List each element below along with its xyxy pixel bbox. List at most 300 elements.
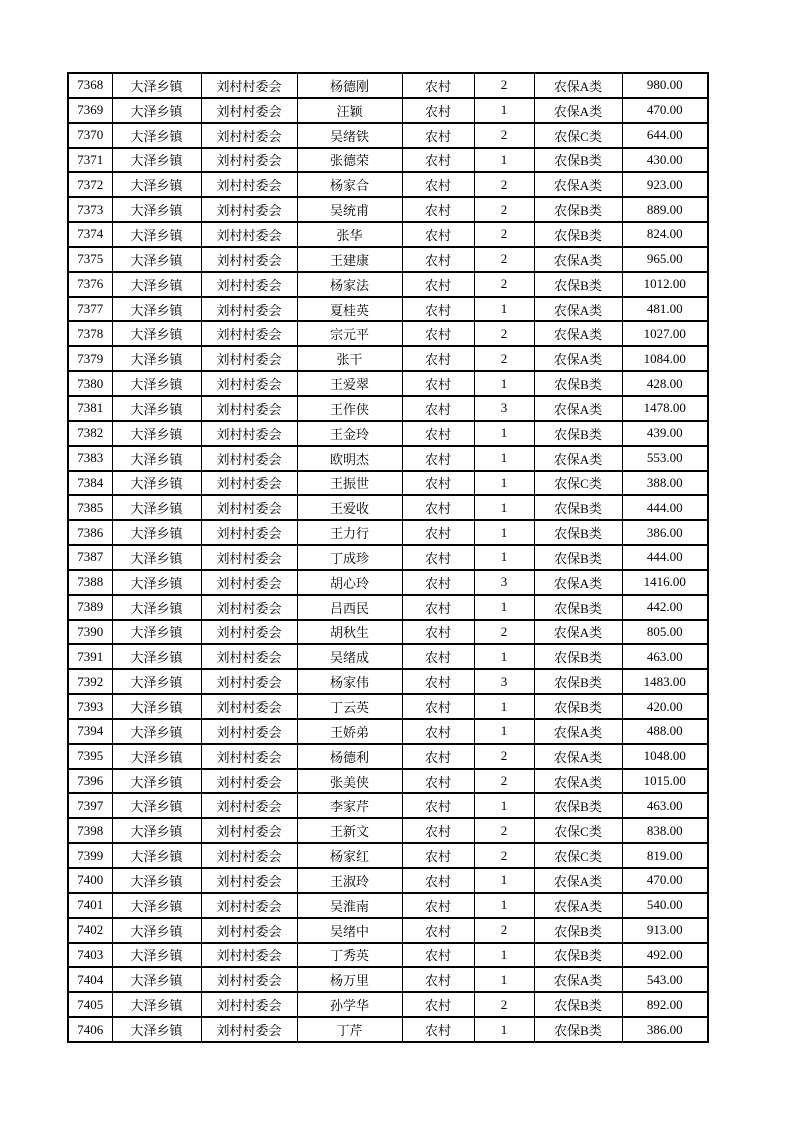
table-cell: 7380 [68, 371, 112, 396]
table-cell: 杨家合 [297, 172, 402, 197]
table-cell: 刘村村委会 [201, 321, 297, 346]
table-cell: 2 [474, 620, 534, 645]
table-cell: 杨家伟 [297, 669, 402, 694]
table-row [68, 793, 708, 818]
table-cell: 刘村村委会 [201, 148, 297, 173]
table-cell: 7402 [68, 918, 112, 943]
table-cell: 2 [474, 73, 534, 98]
table-cell: 胡心玲 [297, 570, 402, 595]
table-cell: 刘村村委会 [201, 1017, 297, 1042]
table-cell: 农村 [402, 172, 474, 197]
table-cell: 刘村村委会 [201, 73, 297, 98]
table-cell: 大泽乡镇 [112, 769, 201, 794]
table-cell: 大泽乡镇 [112, 471, 201, 496]
table-cell: 7404 [68, 967, 112, 992]
table-row [68, 694, 708, 719]
records-table-body [68, 73, 708, 1042]
table-cell: 丁成珍 [297, 545, 402, 570]
table-row [68, 321, 708, 346]
table-cell: 农村 [402, 446, 474, 471]
table-cell: 大泽乡镇 [112, 446, 201, 471]
table-cell: 7396 [68, 769, 112, 794]
table-cell: 孙学华 [297, 992, 402, 1017]
table-cell: 农村 [402, 868, 474, 893]
table-cell: 388.00 [622, 471, 708, 496]
table-cell: 大泽乡镇 [112, 321, 201, 346]
table-cell: 553.00 [622, 446, 708, 471]
table-cell: 吴绪铁 [297, 123, 402, 148]
table-cell: 大泽乡镇 [112, 396, 201, 421]
table-cell: 2 [474, 769, 534, 794]
table-row [68, 495, 708, 520]
table-cell: 7403 [68, 943, 112, 968]
table-cell: 王作侠 [297, 396, 402, 421]
table-cell: 农村 [402, 595, 474, 620]
table-cell: 农保A类 [534, 396, 622, 421]
table-cell: 2 [474, 744, 534, 769]
table-cell: 农保A类 [534, 570, 622, 595]
table-row [68, 73, 708, 98]
table-cell: 大泽乡镇 [112, 172, 201, 197]
table-cell: 540.00 [622, 893, 708, 918]
table-cell: 大泽乡镇 [112, 346, 201, 371]
table-cell: 2 [474, 272, 534, 297]
table-cell: 刘村村委会 [201, 943, 297, 968]
table-cell: 7392 [68, 669, 112, 694]
table-row [68, 620, 708, 645]
table-cell: 2 [474, 123, 534, 148]
table-cell: 7393 [68, 694, 112, 719]
table-row [68, 272, 708, 297]
table-cell: 430.00 [622, 148, 708, 173]
table-cell: 923.00 [622, 172, 708, 197]
table-cell: 大泽乡镇 [112, 793, 201, 818]
table-cell: 1416.00 [622, 570, 708, 595]
table-cell: 3 [474, 396, 534, 421]
table-cell: 刘村村委会 [201, 793, 297, 818]
table-cell: 7385 [68, 495, 112, 520]
table-cell: 丁云英 [297, 694, 402, 719]
table-row [68, 843, 708, 868]
table-cell: 2 [474, 197, 534, 222]
table-cell: 824.00 [622, 222, 708, 247]
table-cell: 大泽乡镇 [112, 148, 201, 173]
table-row [68, 719, 708, 744]
table-row [68, 868, 708, 893]
table-cell: 农保B类 [534, 694, 622, 719]
table-row [68, 471, 708, 496]
table-cell: 农村 [402, 297, 474, 322]
table-cell: 1 [474, 545, 534, 570]
table-cell: 农村 [402, 620, 474, 645]
table-cell: 农村 [402, 843, 474, 868]
table-cell: 大泽乡镇 [112, 1017, 201, 1042]
table-row [68, 744, 708, 769]
table-cell: 3 [474, 570, 534, 595]
table-cell: 1 [474, 446, 534, 471]
table-cell: 刘村村委会 [201, 297, 297, 322]
table-cell: 大泽乡镇 [112, 123, 201, 148]
table-cell: 492.00 [622, 943, 708, 968]
table-cell: 3 [474, 669, 534, 694]
table-cell: 农村 [402, 943, 474, 968]
table-cell: 442.00 [622, 595, 708, 620]
table-cell: 农保B类 [534, 148, 622, 173]
table-cell: 刘村村委会 [201, 669, 297, 694]
table-cell: 488.00 [622, 719, 708, 744]
table-cell: 农保C类 [534, 471, 622, 496]
table-cell: 农保B类 [534, 793, 622, 818]
table-cell: 1015.00 [622, 769, 708, 794]
table-cell: 刘村村委会 [201, 520, 297, 545]
table-row [68, 148, 708, 173]
table-cell: 王力行 [297, 520, 402, 545]
table-cell: 农保A类 [534, 893, 622, 918]
table-cell: 农保A类 [534, 967, 622, 992]
table-cell: 农村 [402, 197, 474, 222]
table-cell: 大泽乡镇 [112, 719, 201, 744]
table-cell: 农村 [402, 818, 474, 843]
table-cell: 杨德利 [297, 744, 402, 769]
table-cell: 农保A类 [534, 620, 622, 645]
table-cell: 7377 [68, 297, 112, 322]
table-cell: 大泽乡镇 [112, 595, 201, 620]
table-cell: 大泽乡镇 [112, 694, 201, 719]
table-cell: 889.00 [622, 197, 708, 222]
table-row [68, 893, 708, 918]
table-cell: 1 [474, 719, 534, 744]
table-cell: 农村 [402, 918, 474, 943]
table-cell: 481.00 [622, 297, 708, 322]
table-cell: 1012.00 [622, 272, 708, 297]
table-cell: 农保C类 [534, 818, 622, 843]
table-cell: 吴统甫 [297, 197, 402, 222]
table-cell: 1 [474, 694, 534, 719]
table-cell: 农保A类 [534, 744, 622, 769]
table-cell: 农村 [402, 694, 474, 719]
table-cell: 大泽乡镇 [112, 868, 201, 893]
table-row [68, 669, 708, 694]
table-row [68, 297, 708, 322]
table-cell: 农保A类 [534, 346, 622, 371]
table-cell: 王金玲 [297, 421, 402, 446]
table-cell: 1478.00 [622, 396, 708, 421]
table-row [68, 98, 708, 123]
table-cell: 7374 [68, 222, 112, 247]
table-cell: 大泽乡镇 [112, 744, 201, 769]
table-cell: 965.00 [622, 247, 708, 272]
table-cell: 张美侠 [297, 769, 402, 794]
table-cell: 463.00 [622, 644, 708, 669]
table-cell: 刘村村委会 [201, 346, 297, 371]
table-cell: 913.00 [622, 918, 708, 943]
table-cell: 819.00 [622, 843, 708, 868]
table-cell: 470.00 [622, 868, 708, 893]
table-cell: 吕西民 [297, 595, 402, 620]
table-cell: 农保A类 [534, 297, 622, 322]
table-cell: 刘村村委会 [201, 446, 297, 471]
table-cell: 王娇弟 [297, 719, 402, 744]
table-cell: 农保A类 [534, 868, 622, 893]
table-cell: 刘村村委会 [201, 595, 297, 620]
table-cell: 444.00 [622, 495, 708, 520]
table-cell: 2 [474, 843, 534, 868]
table-cell: 农保B类 [534, 545, 622, 570]
table-cell: 农村 [402, 272, 474, 297]
table-cell: 宗元平 [297, 321, 402, 346]
table-cell: 杨德刚 [297, 73, 402, 98]
table-cell: 大泽乡镇 [112, 247, 201, 272]
table-cell: 大泽乡镇 [112, 967, 201, 992]
table-cell: 农保B类 [534, 644, 622, 669]
table-cell: 农村 [402, 744, 474, 769]
table-cell: 农村 [402, 471, 474, 496]
table-cell: 7387 [68, 545, 112, 570]
table-cell: 838.00 [622, 818, 708, 843]
table-cell: 7386 [68, 520, 112, 545]
table-cell: 7397 [68, 793, 112, 818]
table-row [68, 346, 708, 371]
table-cell: 805.00 [622, 620, 708, 645]
table-cell: 7398 [68, 818, 112, 843]
table-cell: 大泽乡镇 [112, 620, 201, 645]
table-cell: 大泽乡镇 [112, 818, 201, 843]
table-cell: 大泽乡镇 [112, 421, 201, 446]
table-cell: 刘村村委会 [201, 396, 297, 421]
table-cell: 农保A类 [534, 247, 622, 272]
table-cell: 夏桂英 [297, 297, 402, 322]
table-cell: 刘村村委会 [201, 570, 297, 595]
table-cell: 刘村村委会 [201, 545, 297, 570]
table-cell: 7369 [68, 98, 112, 123]
table-cell: 420.00 [622, 694, 708, 719]
table-cell: 大泽乡镇 [112, 893, 201, 918]
table-cell: 刘村村委会 [201, 843, 297, 868]
table-cell: 王淑玲 [297, 868, 402, 893]
table-cell: 大泽乡镇 [112, 570, 201, 595]
table-cell: 439.00 [622, 421, 708, 446]
table-cell: 农保B类 [534, 197, 622, 222]
table-cell: 农村 [402, 570, 474, 595]
table-cell: 张德荣 [297, 148, 402, 173]
table-cell: 1 [474, 98, 534, 123]
table-cell: 刘村村委会 [201, 744, 297, 769]
table-cell: 大泽乡镇 [112, 73, 201, 98]
table-cell: 428.00 [622, 371, 708, 396]
table-cell: 农村 [402, 669, 474, 694]
table-cell: 农保A类 [534, 719, 622, 744]
table-cell: 农保B类 [534, 669, 622, 694]
table-cell: 1 [474, 893, 534, 918]
table-row [68, 570, 708, 595]
table-cell: 1 [474, 967, 534, 992]
table-cell: 农村 [402, 73, 474, 98]
table-cell: 7395 [68, 744, 112, 769]
table-cell: 1483.00 [622, 669, 708, 694]
table-cell: 463.00 [622, 793, 708, 818]
table-cell: 1084.00 [622, 346, 708, 371]
table-cell: 7406 [68, 1017, 112, 1042]
table-cell: 7388 [68, 570, 112, 595]
records-table [67, 72, 709, 1043]
table-cell: 大泽乡镇 [112, 992, 201, 1017]
table-cell: 1 [474, 520, 534, 545]
table-cell: 2 [474, 247, 534, 272]
table-cell: 7384 [68, 471, 112, 496]
table-cell: 农村 [402, 396, 474, 421]
table-cell: 1048.00 [622, 744, 708, 769]
table-cell: 543.00 [622, 967, 708, 992]
table-cell: 杨万里 [297, 967, 402, 992]
table-cell: 7368 [68, 73, 112, 98]
table-cell: 刘村村委会 [201, 719, 297, 744]
table-row [68, 1017, 708, 1042]
table-cell: 1 [474, 371, 534, 396]
table-cell: 1 [474, 495, 534, 520]
table-cell: 农村 [402, 893, 474, 918]
table-cell: 7394 [68, 719, 112, 744]
table-cell: 刘村村委会 [201, 123, 297, 148]
table-cell: 1 [474, 595, 534, 620]
table-cell: 7379 [68, 346, 112, 371]
table-cell: 7378 [68, 321, 112, 346]
table-cell: 刘村村委会 [201, 495, 297, 520]
table-row [68, 247, 708, 272]
table-cell: 刘村村委会 [201, 644, 297, 669]
table-cell: 刘村村委会 [201, 272, 297, 297]
table-cell: 农保A类 [534, 321, 622, 346]
table-cell: 1 [474, 793, 534, 818]
table-cell: 2 [474, 992, 534, 1017]
table-row [68, 818, 708, 843]
table-cell: 农保A类 [534, 172, 622, 197]
table-cell: 张干 [297, 346, 402, 371]
table-cell: 农村 [402, 123, 474, 148]
table-cell: 大泽乡镇 [112, 98, 201, 123]
table-cell: 农村 [402, 346, 474, 371]
table-cell: 刘村村委会 [201, 247, 297, 272]
table-row [68, 943, 708, 968]
table-cell: 7373 [68, 197, 112, 222]
table-cell: 刘村村委会 [201, 893, 297, 918]
table-row [68, 396, 708, 421]
table-cell: 农保B类 [534, 520, 622, 545]
table-cell: 刘村村委会 [201, 421, 297, 446]
table-cell: 大泽乡镇 [112, 918, 201, 943]
table-row [68, 769, 708, 794]
table-row [68, 545, 708, 570]
table-row [68, 595, 708, 620]
table-cell: 吴淮南 [297, 893, 402, 918]
table-cell: 农保B类 [534, 595, 622, 620]
table-cell: 胡秋生 [297, 620, 402, 645]
table-cell: 吴绪成 [297, 644, 402, 669]
table-cell: 7381 [68, 396, 112, 421]
table-cell: 刘村村委会 [201, 992, 297, 1017]
table-cell: 刘村村委会 [201, 620, 297, 645]
table-cell: 丁秀英 [297, 943, 402, 968]
table-cell: 农保C类 [534, 123, 622, 148]
table-cell: 王新文 [297, 818, 402, 843]
table-cell: 386.00 [622, 520, 708, 545]
table-cell: 大泽乡镇 [112, 545, 201, 570]
table-cell: 农保B类 [534, 371, 622, 396]
table-cell: 农保A类 [534, 98, 622, 123]
table-cell: 农村 [402, 545, 474, 570]
table-cell: 2 [474, 222, 534, 247]
table-cell: 大泽乡镇 [112, 197, 201, 222]
table-cell: 李家芹 [297, 793, 402, 818]
table-cell: 刘村村委会 [201, 769, 297, 794]
table-cell: 欧明杰 [297, 446, 402, 471]
table-cell: 7405 [68, 992, 112, 1017]
table-cell: 大泽乡镇 [112, 222, 201, 247]
table-cell: 刘村村委会 [201, 197, 297, 222]
table-cell: 2 [474, 346, 534, 371]
table-row [68, 371, 708, 396]
table-cell: 刘村村委会 [201, 172, 297, 197]
table-cell: 7370 [68, 123, 112, 148]
table-cell: 大泽乡镇 [112, 272, 201, 297]
table-row [68, 520, 708, 545]
table-cell: 农保B类 [534, 421, 622, 446]
table-cell: 1027.00 [622, 321, 708, 346]
table-cell: 1 [474, 297, 534, 322]
table-cell: 张华 [297, 222, 402, 247]
table-cell: 农保B类 [534, 495, 622, 520]
table-cell: 470.00 [622, 98, 708, 123]
table-cell: 农村 [402, 321, 474, 346]
table-cell: 刘村村委会 [201, 98, 297, 123]
table-cell: 7400 [68, 868, 112, 893]
table-cell: 7372 [68, 172, 112, 197]
table-cell: 农保B类 [534, 943, 622, 968]
table-row [68, 172, 708, 197]
table-cell: 杨家红 [297, 843, 402, 868]
table-cell: 农村 [402, 421, 474, 446]
table-cell: 农村 [402, 719, 474, 744]
table-cell: 7390 [68, 620, 112, 645]
table-cell: 刘村村委会 [201, 694, 297, 719]
table-cell: 1 [474, 868, 534, 893]
table-cell: 大泽乡镇 [112, 943, 201, 968]
table-cell: 1 [474, 644, 534, 669]
table-cell: 农保B类 [534, 222, 622, 247]
table-cell: 农保C类 [534, 843, 622, 868]
table-cell: 农村 [402, 1017, 474, 1042]
table-cell: 1 [474, 148, 534, 173]
table-cell: 刘村村委会 [201, 222, 297, 247]
table-cell: 980.00 [622, 73, 708, 98]
table-cell: 1 [474, 1017, 534, 1042]
table-cell: 农村 [402, 98, 474, 123]
table-cell: 刘村村委会 [201, 967, 297, 992]
table-cell: 7401 [68, 893, 112, 918]
table-cell: 王爱收 [297, 495, 402, 520]
table-cell: 农保B类 [534, 918, 622, 943]
table-cell: 1 [474, 471, 534, 496]
table-cell: 大泽乡镇 [112, 644, 201, 669]
table-cell: 7399 [68, 843, 112, 868]
table-cell: 大泽乡镇 [112, 843, 201, 868]
table-cell: 王振世 [297, 471, 402, 496]
table-cell: 7383 [68, 446, 112, 471]
table-cell: 农村 [402, 247, 474, 272]
table-row [68, 421, 708, 446]
table-cell: 农村 [402, 520, 474, 545]
table-cell: 大泽乡镇 [112, 297, 201, 322]
table-cell: 7391 [68, 644, 112, 669]
